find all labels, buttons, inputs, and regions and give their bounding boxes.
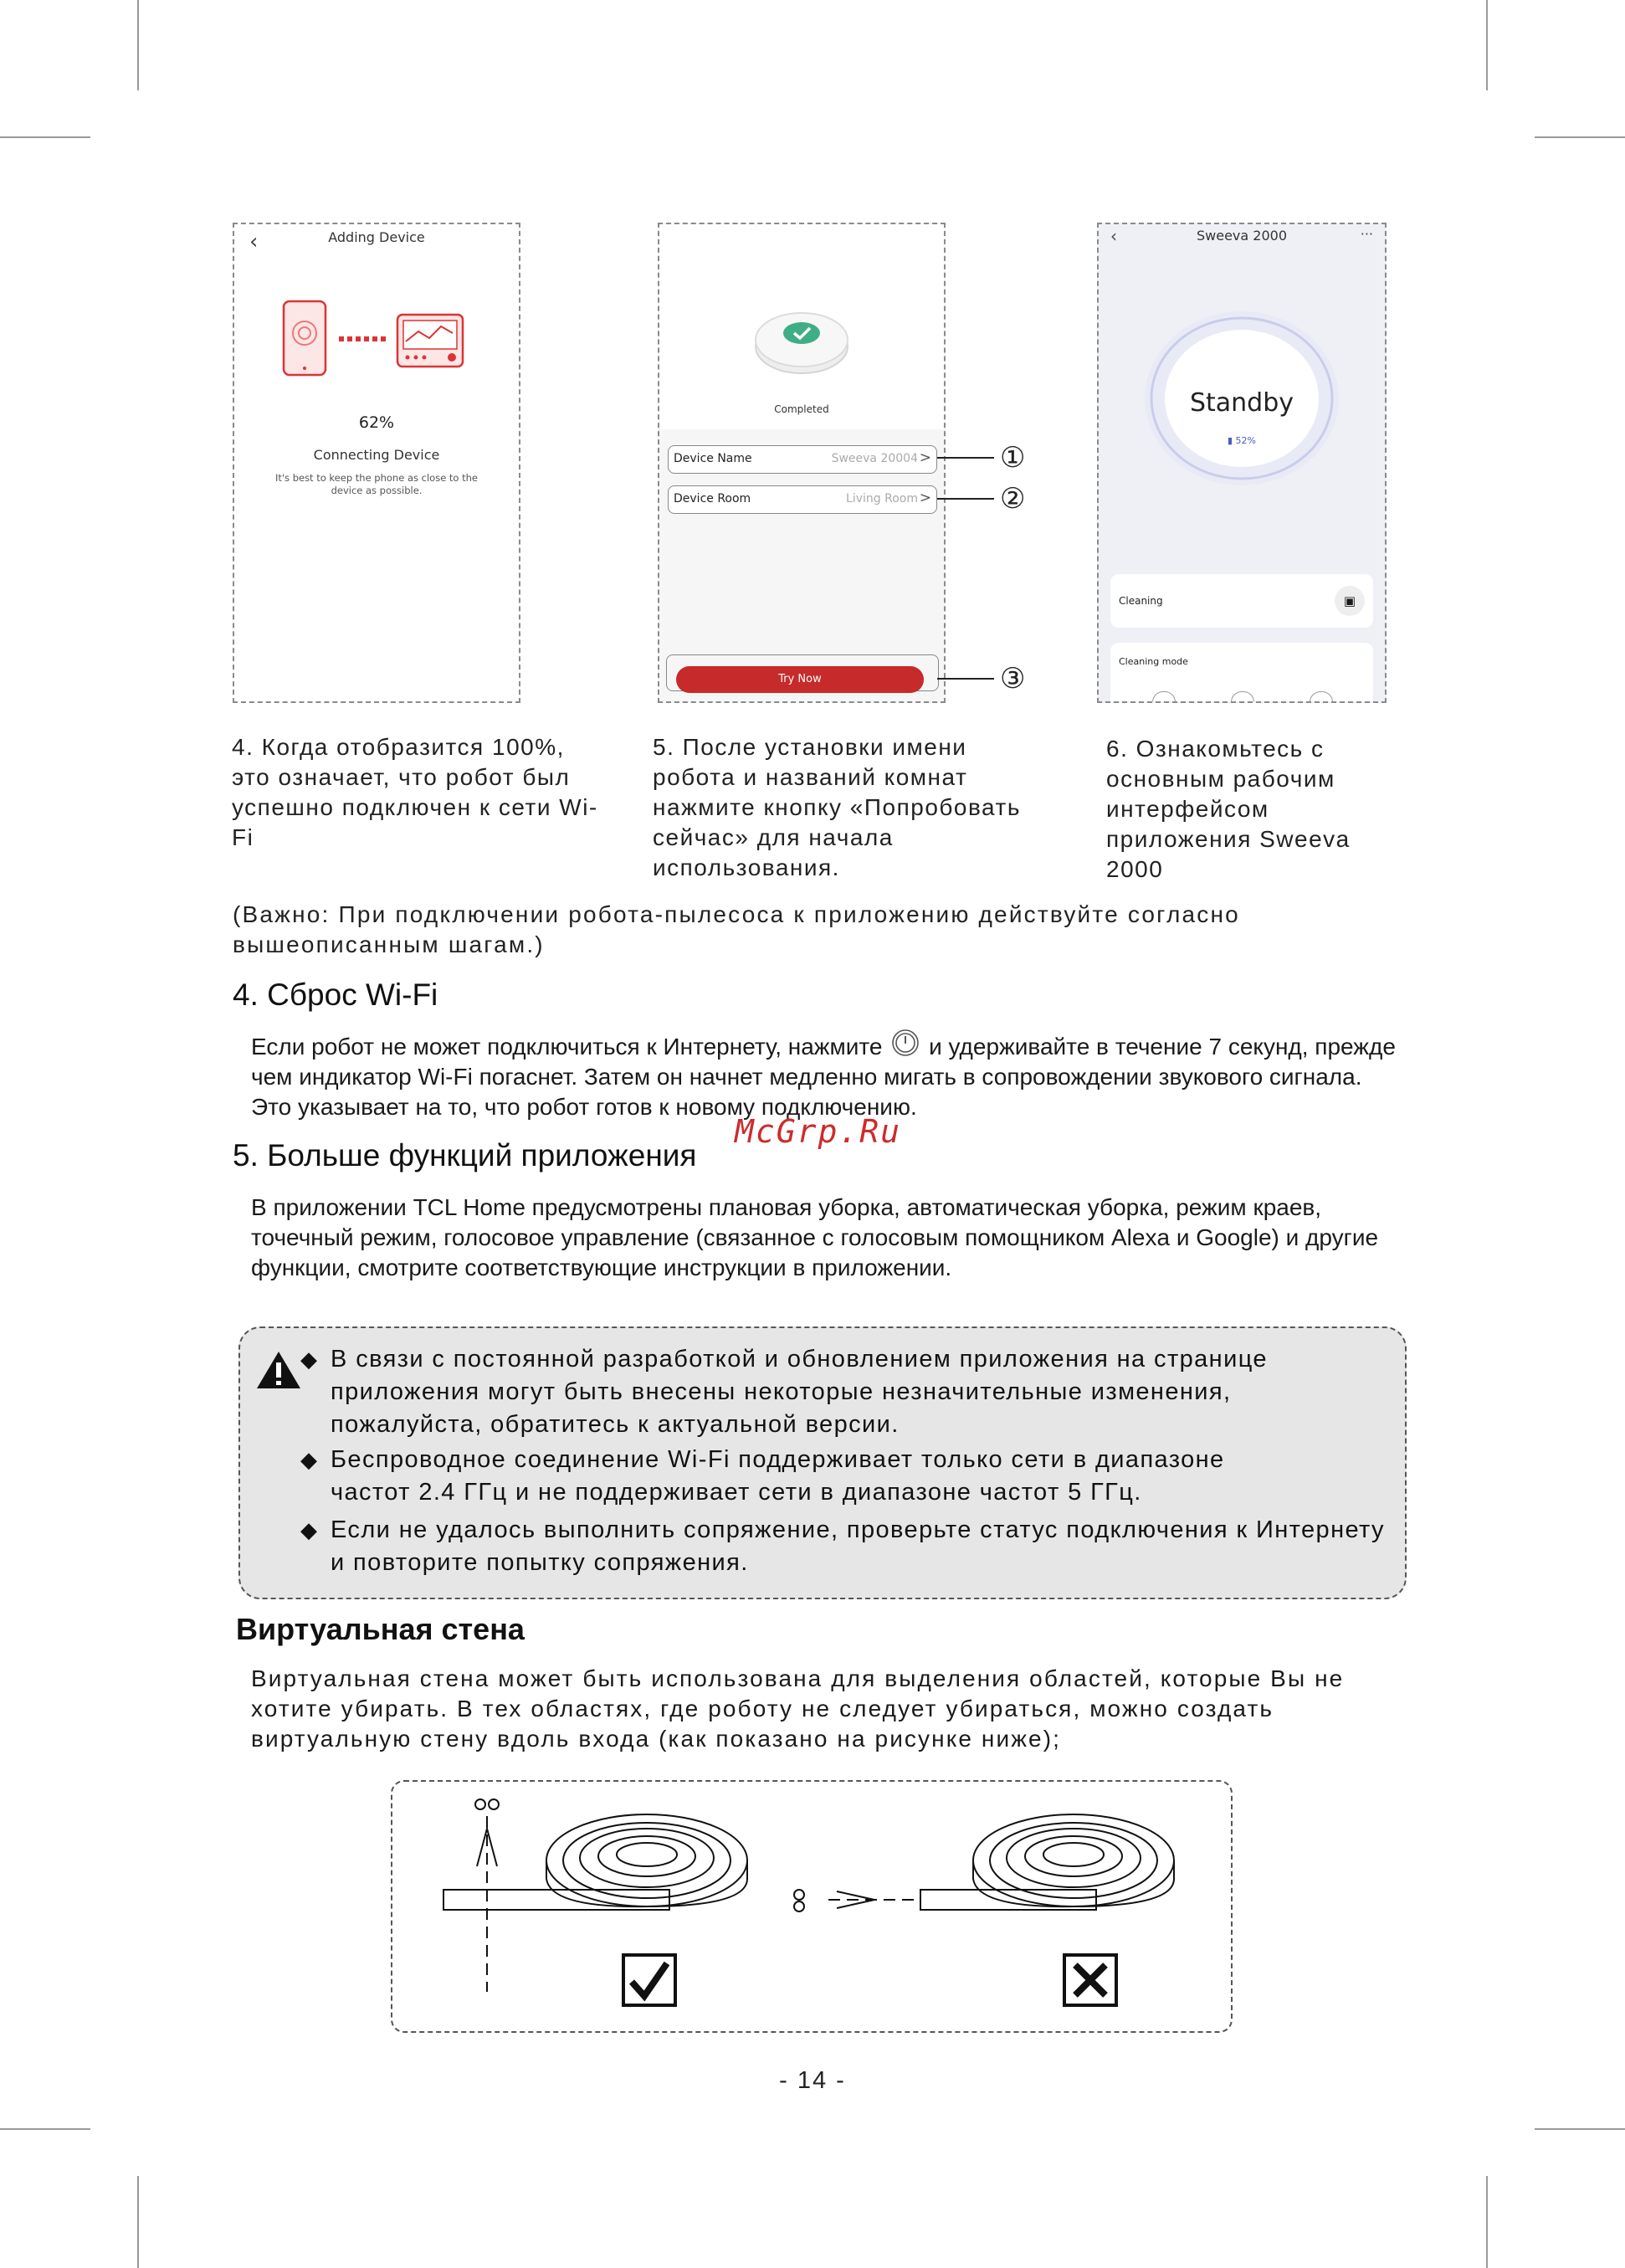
trash-icon[interactable]: ▣	[1335, 586, 1365, 616]
row-label: Device Name	[674, 452, 752, 465]
virtual-wall-title: Виртуальная стена	[236, 1612, 525, 1646]
check-box-icon	[623, 1955, 675, 2005]
device-room-row[interactable]	[668, 485, 937, 514]
progress-dots	[339, 336, 386, 341]
section-4-title: 4. Сброс Wi-Fi	[233, 977, 438, 1012]
watermark: McGrp.Ru	[735, 1113, 902, 1150]
cleaning-label: Cleaning	[1119, 595, 1163, 607]
cleaning-mode-label: Cleaning mode	[1119, 656, 1188, 667]
marker-2: ②	[1000, 483, 1026, 515]
section-4-text	[251, 1028, 1406, 1122]
robot-state: Standby	[1189, 388, 1294, 418]
cleaning-mode-card[interactable]	[1110, 643, 1373, 703]
connecting-status: Connecting Device	[313, 447, 440, 463]
chevron-right-icon: >	[919, 490, 931, 506]
progress-percent: 62%	[358, 413, 395, 432]
warning-item-3: Если не удалось выполнить сопряжение, проверьте статус подключения к Интернету и повторите попытку сопряжения.	[331, 1516, 1385, 1576]
section-5-title: 5. Больше функций приложения	[233, 1138, 697, 1172]
magnetic-strip-correct	[443, 1814, 747, 1910]
connecting-hint: It's best to keep the phone as close to the device as possible.	[274, 472, 478, 496]
important-note: (Важно: При подключении робота-пылесоса к приложению действуйте согласно вышеописанным шагам.)	[233, 901, 1240, 957]
section-4-text-after: и удерживайте в течение 7 секунд, прежде чем индикатор Wi-Fi погаснет. Затем он начнет медленно мигать в сопровождении звукового сигнала. Это указывает на то, что робот готов к новому подключению.	[251, 1034, 1396, 1120]
battery-icon: ▮	[1227, 435, 1236, 446]
virtual-wall-illustration	[393, 1783, 1230, 2030]
warning-icon	[255, 1350, 302, 1390]
cross-box-icon	[1064, 1955, 1116, 2005]
crop-mark	[1486, 2176, 1488, 2268]
section-4-text-before: Если робот не может подключиться к Интернету, нажмите	[251, 1034, 883, 1060]
marker-3: ③	[1000, 663, 1026, 695]
crop-mark	[0, 2128, 90, 2130]
mode-icon[interactable]	[1310, 691, 1333, 703]
row-value: Sweeva 20004	[831, 452, 918, 465]
bullet-icon: ◆	[300, 1447, 317, 1472]
bullet-icon: ◆	[300, 1347, 317, 1372]
warning-item-2: Беспроводное соединение Wi-Fi поддерживает только сети в диапазоне частот 2.4 ГГц и не поддерживает сети в диапазоне частот 5 ГГц.	[331, 1446, 1225, 1506]
robot-illustration	[751, 300, 852, 383]
mode-icon[interactable]	[1152, 691, 1176, 703]
battery-value: 52%	[1235, 435, 1256, 446]
crop-mark	[0, 136, 90, 138]
row-value: Living Room	[846, 492, 918, 505]
screenshot-completed	[658, 223, 946, 703]
scissors-icon	[475, 1799, 499, 1992]
crop-mark	[137, 0, 139, 90]
scissors-icon	[794, 1890, 920, 1911]
mode-icon[interactable]	[1231, 691, 1254, 703]
virtual-wall-text: Виртуальная стена может быть использована для выделения областей, которые Вы не хотите убирать. В тех областях, где роботу не следует убираться, можно создать виртуальную стену вдоль входа (как показано на рисунке ниже);	[251, 1665, 1345, 1752]
magnetic-strip-wrong	[920, 1814, 1174, 1910]
screenshot-main-interface	[1097, 223, 1387, 703]
chevron-right-icon: >	[919, 449, 931, 466]
crop-mark	[1486, 0, 1488, 90]
back-icon[interactable]: ‹	[1110, 226, 1117, 246]
battery-level	[1099, 435, 1385, 446]
bullet-icon: ◆	[300, 1517, 317, 1542]
completed-status: Completed	[774, 403, 829, 415]
device-name-row[interactable]	[668, 445, 937, 474]
back-icon[interactable]: ‹	[249, 229, 259, 254]
screen-title: Adding Device	[328, 229, 425, 245]
warning-box	[238, 1326, 1407, 1599]
warning-item-1: В связи с постоянной разработкой и обновлением приложения на странице приложения могут быть внесены некоторые незначительные изменения, пожалуйста, обратитесь к актуальной версии.	[331, 1346, 1268, 1438]
pointer-lines	[937, 444, 1038, 686]
caption-step-6: 6. Ознакомьтесь с основным рабочим интерфейсом приложения Sweeva 2000	[1106, 736, 1351, 882]
crop-mark	[1535, 2128, 1625, 2130]
page-number: - 14 -	[779, 2067, 846, 2094]
marker-1: ①	[1000, 442, 1026, 474]
crop-mark	[137, 2176, 139, 2268]
try-now-button[interactable]: Try Now	[676, 666, 924, 693]
phone-to-device-illustration	[280, 298, 481, 382]
row-label: Device Room	[674, 492, 751, 505]
caption-step-5: 5. После установки имени робота и названий комнат нажмите кнопку «Попробовать сейчас» для начала использования.	[653, 734, 1021, 880]
crop-mark	[1535, 136, 1625, 138]
device-title: Sweeva 2000	[1196, 228, 1287, 244]
screenshot-adding-device	[233, 223, 520, 703]
cleaning-card[interactable]	[1110, 574, 1373, 628]
section-5-text: В приложении TCL Home предусмотрены плановая уборка, автоматическая уборка, режим краев, точечный режим, голосовое управление (связанное с голосовым помощником Alexa и Google) и другие функции, смотрите соответствующие инструкции в приложении.	[251, 1194, 1379, 1280]
power-button-icon	[890, 1028, 920, 1058]
more-menu-icon[interactable]: ···	[1360, 226, 1373, 242]
caption-step-4: 4. Когда отобразится 100%, это означает, что робот был успешно подключен к сети Wi-Fi	[232, 734, 598, 850]
